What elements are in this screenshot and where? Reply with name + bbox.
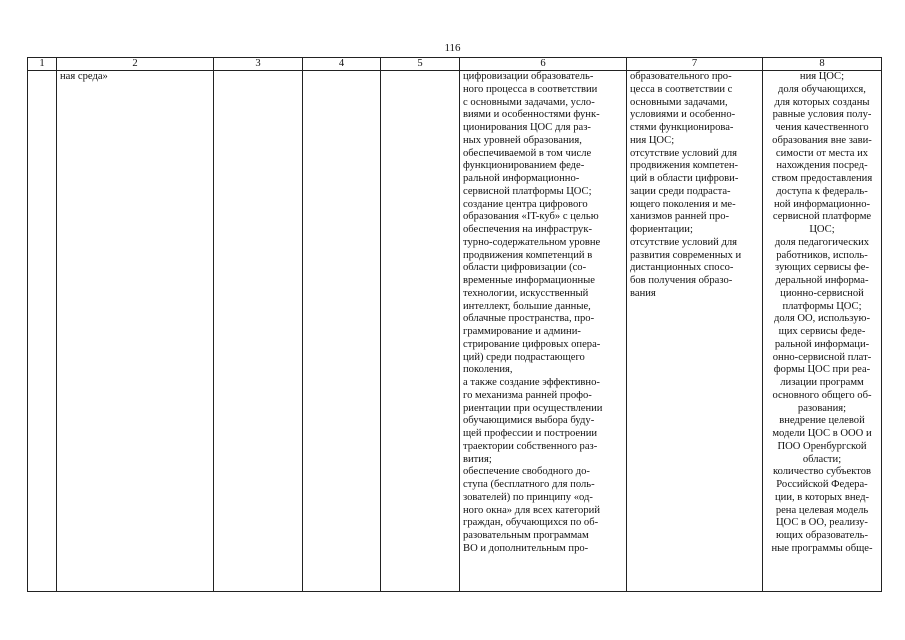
text-line: ющих образователь- <box>775 530 869 541</box>
text-line: создание центра цифрового <box>463 198 588 210</box>
text-line: граждан, обучающихся по об- <box>463 517 599 529</box>
text-line: поколения, <box>463 364 513 376</box>
text-line: щей профессии и построении <box>463 428 598 439</box>
text-line: сервисной платформы ЦОС; <box>463 185 592 197</box>
text-line: области; <box>802 453 842 465</box>
text-line: цесса в соответствии с <box>630 83 733 95</box>
text-line: образования вне зави- <box>772 134 872 146</box>
column-header-2: 2 <box>57 58 214 71</box>
text-line: функционированием феде- <box>463 160 585 172</box>
text-line: ции, в которых внед- <box>774 491 870 503</box>
text-line: вания <box>630 287 656 299</box>
text-line: деральной информа- <box>775 275 869 286</box>
text-line: симости от места их <box>775 147 869 159</box>
cell-col-2 <box>57 71 214 592</box>
text-line: продвижения компетен- <box>630 160 739 172</box>
text-line: чения качественного <box>775 122 869 133</box>
text-line: лизации программ <box>780 377 864 388</box>
text-line: доступа к федераль- <box>776 185 868 197</box>
text-line: отсутствие условий для <box>630 236 738 248</box>
text-line: ционирования ЦОС для раз- <box>463 122 591 133</box>
text-line: турно-содержательном уровне <box>463 236 601 248</box>
text-line: онно-сервисной плат- <box>772 351 872 363</box>
text-line: ВО и дополнительным про- <box>463 542 589 554</box>
text-line: ЦОС в ОО, реализу- <box>776 517 868 529</box>
cell-col-7 <box>627 71 763 592</box>
text-line: ЦОС; <box>809 224 835 235</box>
text-line: риентации при осуществлении <box>463 402 603 414</box>
text-line: доля педагогических <box>774 236 870 248</box>
text-line: с основными задачами, усло- <box>463 96 595 108</box>
column-header-6: 6 <box>460 58 627 71</box>
text-line: обеспечиваемой в том числе <box>463 147 592 159</box>
text-line: развития современных и <box>630 249 742 261</box>
text-line: Российской Федера- <box>776 479 868 490</box>
cell-col-3 <box>214 71 303 592</box>
column-header-3: 3 <box>214 58 303 71</box>
text-line: условиями и особенно- <box>630 109 736 121</box>
text-line: стями функционирова- <box>630 122 734 133</box>
page-number: 116 <box>444 42 461 54</box>
text-line: продвижения компетенций в <box>463 249 593 261</box>
table-row <box>28 71 882 592</box>
cell-col-1 <box>28 71 57 592</box>
text-line: зующих сервисы фе- <box>774 262 869 274</box>
text-line: обеспечения на инфраструк- <box>463 224 593 235</box>
text-line: основными задачами, <box>630 96 728 108</box>
text-line: фориентации; <box>630 224 693 235</box>
text-line: ного окна» для всех категорий <box>463 504 600 516</box>
text-line: зации среди подраста- <box>630 185 731 197</box>
text-line: ного процесса в соответствии <box>463 83 598 95</box>
text-line: траектории собственного раз- <box>463 440 598 452</box>
text-line: ющего поколения и ме- <box>630 198 736 210</box>
text-line: области цифровизации (со- <box>463 262 587 274</box>
text-line: доля обучающихся, <box>778 83 866 95</box>
text-line: ций в области цифрови- <box>630 173 739 184</box>
text-line: основного общего об- <box>772 389 872 401</box>
text-line: стрирование цифровых опера- <box>463 338 601 350</box>
text-line: разования; <box>797 402 847 414</box>
column-header-1: 1 <box>28 58 57 71</box>
text-line: для которых созданы <box>774 96 870 108</box>
text-line: формы ЦОС при реа- <box>773 364 871 376</box>
text-line: ные программы обще- <box>771 542 873 554</box>
column-header-4: 4 <box>303 58 381 71</box>
text-line: платформы ЦОС; <box>782 300 862 312</box>
text-line: отсутствие условий для <box>630 147 738 159</box>
text-line: ной информационно- <box>773 198 871 210</box>
text-line: щих сервисы феде- <box>778 326 866 337</box>
text-line: временные информационные <box>463 275 595 286</box>
text-line: технологии, искусственный <box>463 287 589 299</box>
text-line: ральной информаци- <box>774 338 870 350</box>
cell-col-5 <box>381 71 460 592</box>
text-line: бов получения образо- <box>630 275 733 286</box>
text-line: ния ЦОС; <box>630 134 675 146</box>
text-line: разовательным программам <box>463 530 589 541</box>
text-line: образования «IT-куб» с целью <box>463 211 599 223</box>
text-line: ханизмов ранней про- <box>630 211 730 223</box>
text-line: ния ЦОС; <box>799 71 845 82</box>
text-line: внедрение целевой <box>779 415 865 427</box>
text-line: ная среда» <box>60 71 108 82</box>
column-header-5: 5 <box>381 58 460 71</box>
text-line: доля ОО, использую- <box>774 313 870 325</box>
text-line: ных уровней образования, <box>463 134 582 146</box>
cell-col-6 <box>460 71 627 592</box>
text-line: вития; <box>463 453 492 465</box>
text-line: рена целевая модель <box>775 504 869 516</box>
text-line: дистанционных спосо- <box>630 262 734 274</box>
text-line: ством предоставления <box>771 173 873 184</box>
text-line: го механизма ранней профо- <box>463 389 592 401</box>
cell-col-4 <box>303 71 381 592</box>
text-line: обучающимися выбора буду- <box>463 415 595 427</box>
text-line: граммирование и админи- <box>463 326 581 337</box>
document-table <box>27 57 882 592</box>
text-line: а также создание эффективно- <box>463 377 600 388</box>
text-line: образовательного про- <box>630 71 732 82</box>
text-line: модели ЦОС в ООО и <box>772 428 872 439</box>
text-line: зователей) по принципу «од- <box>463 491 593 503</box>
text-line: ционно-сервисной <box>780 287 864 299</box>
text-line: ральной информационно- <box>463 173 580 184</box>
text-line: облачные пространства, про- <box>463 313 595 325</box>
text-line: ций) среди подрастающего <box>463 351 585 363</box>
text-line: интеллект, большие данные, <box>463 300 591 312</box>
text-line: цифровизации образователь- <box>463 71 594 82</box>
text-line: сервисной платформе <box>772 211 872 223</box>
column-header-8: 8 <box>763 58 882 71</box>
text-line: ПОО Оренбургской <box>777 440 867 452</box>
column-number-row <box>28 58 882 71</box>
text-line: работников, исполь- <box>776 249 868 261</box>
text-line: количество субъектов <box>772 466 872 478</box>
cell-col-8 <box>763 71 882 592</box>
text-line: равные условия полу- <box>772 109 872 121</box>
column-header-7: 7 <box>627 58 763 71</box>
text-line: виями и особенностями функ- <box>463 109 600 121</box>
text-line: ступа (бесплатного для поль- <box>463 479 595 490</box>
text-line: нахождения посред- <box>776 160 868 172</box>
text-line: обеспечение свободного до- <box>463 466 590 478</box>
